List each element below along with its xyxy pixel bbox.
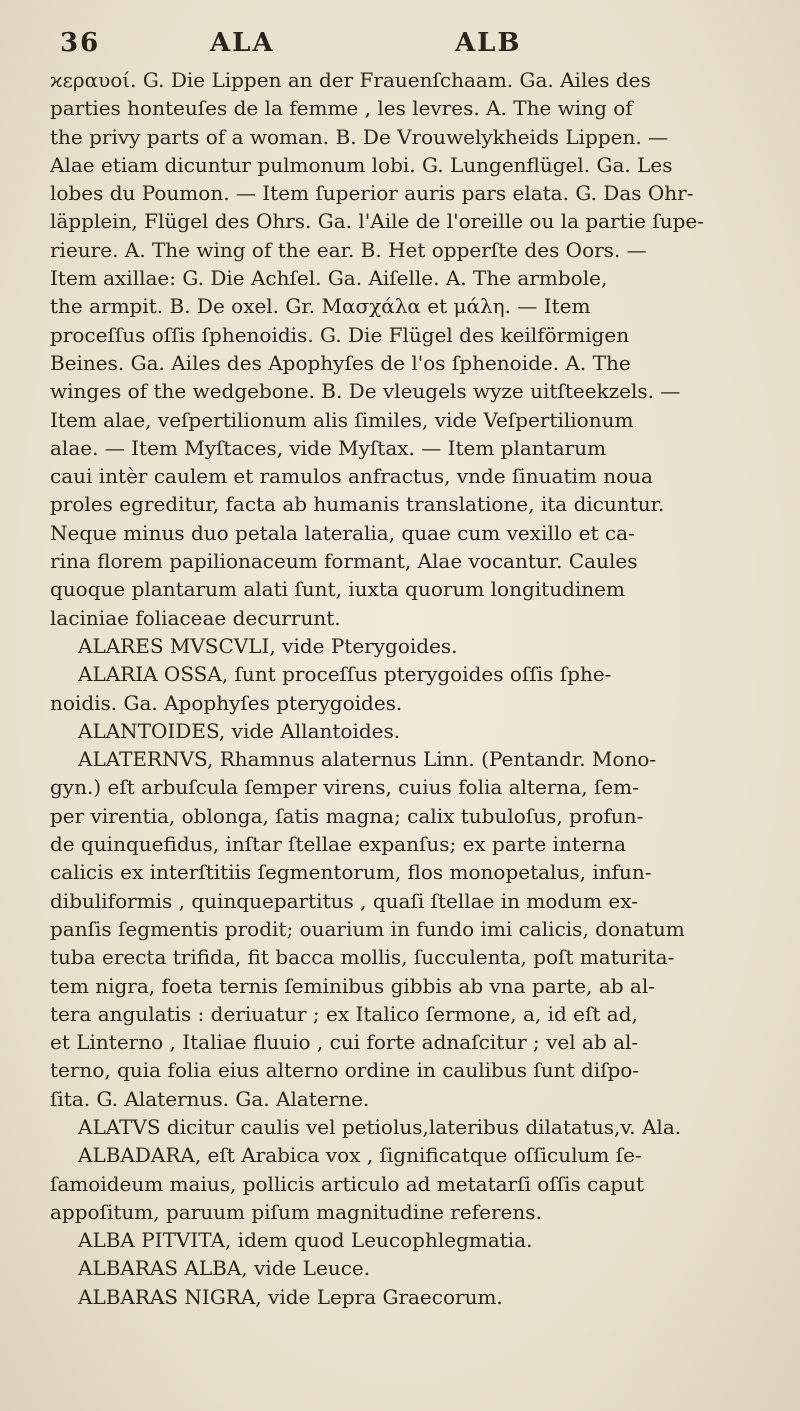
right-catchword: ALB [455,28,522,58]
text-line: Item axillae: G. Die Achſel. Ga. Aiſelle. A. The armbole, [50,266,608,291]
text-line: appoſitum, paruum piſum magnitudine referens. [50,1199,542,1224]
text-line: caui intèr caulem et ramulos anfractus, vnde ſinuatim noua [50,464,653,489]
text-line: laciniae foliaceae decurrunt. [50,605,341,630]
entry-heading-line: ALARIA OSSA, ſunt proceſſus pterygoides oſſis ſphe- [78,662,612,687]
text-line: Beines. Ga. Ailes des Apophyſes de l'os ſphenoide. A. The [50,350,631,375]
text-line: alae. — Item Myſtaces, vide Myſtax. — Item plantarum [50,435,607,460]
text-line: terno, quia folia eius alterno ordine in caulibus ſunt diſpo- [50,1058,640,1083]
entry-heading-line: ALBA PITVITA, idem quod Leucophlegmatia. [78,1228,533,1253]
text-line: tera angulatis : deriuatur ; ex Italico ſermone, a, id eſt ad, [50,1001,638,1026]
text-line: läpplein, Flügel des Ohrs. Ga. l'Aile de l'oreille ou la partie ſupe- [50,209,704,234]
entry-heading-line: ALARES MVSCVLI, vide Pterygoides. [78,633,458,658]
text-line: dibuliformis , quinquepartitus , quaſi ſtellae in modum ex- [50,888,638,913]
text-line: rieure. A. The wing of the ear. B. Het opperſte des Oors. — [50,237,647,262]
text-line: ϰεραυοί. G. Die Lippen an der Frauenſchaam. Ga. Ailes des [50,68,651,92]
entry-heading-line: ALATERNVS, Rhamnus alaternus Linn. (Pentandr. Mono- [78,747,657,772]
text-line: Neque minus duo petala lateralia, quae cum vexillo et ca- [50,520,635,545]
text-body [50,66,765,1311]
entry-heading-line: ALANTOIDES, vide Allantoides. [78,718,401,743]
text-line: et Linterno , Italiae fluuio , cui forte adnaſcitur ; vel ab al- [50,1030,639,1055]
text-line: proles egreditur, facta ab humanis translatione, ita dicuntur. [50,492,665,517]
text-line: ſita. G. Alaternus. Ga. Alaterne. [50,1086,370,1111]
text-line: Item alae, veſpertilionum alis ſimiles, vide Veſpertilionum [50,407,634,432]
text-line: Alae etiam dicuntur pulmonum lobi. G. Lungenflügel. Ga. Les [50,152,673,177]
text-line: quoque plantarum alati ſunt, iuxta quorum longitudinem [50,577,625,602]
page-number: 36 [60,28,101,58]
text-line: panſis ſegmentis prodit; ouarium in fundo imi calicis, donatum [50,916,685,941]
text-line: gyn.) eſt arbuſcula ſemper virens, cuius folia alterna, ſem- [50,775,639,800]
text-line: ſamoideum maius, pollicis articulo ad metatarſi oſſis caput [50,1171,644,1196]
text-line: calicis ex interſtitiis ſegmentorum, flos monopetalus, infun- [50,860,652,885]
text-line: noidis. Ga. Apophyſes pterygoides. [50,690,403,715]
entry-heading-line: ALBARAS ALBA, vide Leuce. [78,1256,371,1281]
text-line: winges of the wedgebone. B. De vleugels wyze uitſteekzels. — [50,379,681,404]
text-line: the privy parts of a woman. B. De Vrouwelykheids Lippen. — [50,124,669,149]
text-line: per virentia, oblonga, ſatis magna; calix tubuloſus, profun- [50,803,644,828]
entry-heading-line: ALATVS dicitur caulis vel petiolus,lateribus dilatatus,v. Ala. [78,1114,682,1139]
text-line: proceſſus oſſis ſphenoidis. G. Die Flügel des keilförmigen [50,322,630,347]
text-line: parties honteuſes de la femme , les levres. A. The wing of [50,96,633,121]
running-header [60,28,760,62]
entry-heading-line: ALBADARA, eſt Arabica vox , ſignificatque oſſiculum ſe- [78,1143,642,1168]
left-catchword: ALA [210,28,275,58]
text-line: lobes du Poumon. — Item ſuperior auris pars elata. G. Das Ohr- [50,181,694,206]
text-line: the armpit. B. De oxel. Gr. Μασχάλα et μάλη. — Item [50,294,591,319]
text-line: tem nigra, foeta ternis ſeminibus gibbis ab vna parte, ab al- [50,973,655,998]
text-line: rina florem papilionaceum formant, Alae vocantur. Caules [50,549,638,574]
text-line: tuba erecta trifida, fit bacca mollis, ſucculenta, poſt maturita- [50,945,675,970]
text-line: de quinquefidus, inſtar ſtellae expanſus; ex parte interna [50,832,627,857]
entry-heading-line: ALBARAS NIGRA, vide Lepra Graecorum. [78,1284,503,1309]
